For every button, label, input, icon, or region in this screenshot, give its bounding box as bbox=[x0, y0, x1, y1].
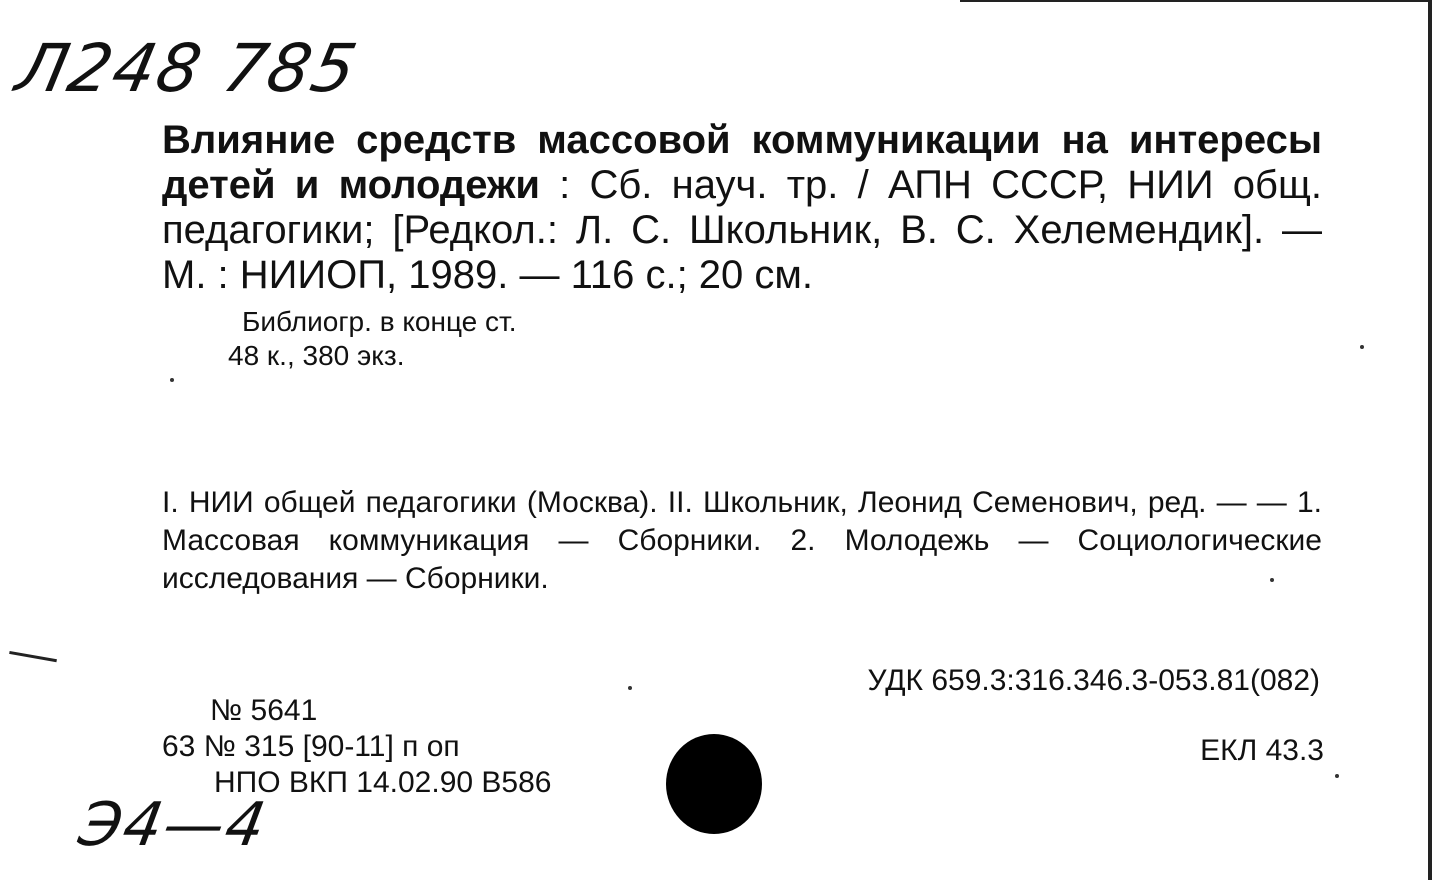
handwritten-call-number: Л248 785 bbox=[9, 30, 365, 107]
speck bbox=[1270, 578, 1274, 582]
handwritten-shelf-mark: Э4—4 bbox=[73, 790, 273, 860]
ekl-code: ЕКЛ 43.3 bbox=[1200, 734, 1324, 767]
print-code: 63 № 315 [90-11] п оп bbox=[162, 730, 460, 763]
bibliography-note: Библиогр. в конце ст. bbox=[242, 306, 517, 337]
card-edge-top bbox=[960, 0, 1432, 2]
punch-hole bbox=[666, 734, 762, 834]
speck bbox=[1360, 345, 1364, 349]
publisher-code: НПО ВКП 14.02.90 В586 bbox=[214, 766, 552, 799]
speck bbox=[170, 378, 174, 382]
speck bbox=[1335, 774, 1339, 778]
subject-headings: I. НИИ общей педагогики (Москва). II. Школьник, Леонид Семенович, ред. — — 1. Массовая коммуникация — Сборники. 2. Молодежь — Социологические исследования — Сборники. bbox=[162, 486, 1322, 595]
copies-note: 48 к., 380 экз. bbox=[228, 340, 405, 371]
card-edge-right bbox=[1428, 0, 1432, 880]
title-rest: : Сб. науч. тр. / АПН СССР, НИИ общ. педагогики; [Редкол.: Л. С. Школьник, В. С. Хелемендик]. — М. : НИИОП, 1989. — 116 с.; 20 см. bbox=[162, 163, 1322, 297]
card-number: № 5641 bbox=[210, 694, 318, 727]
title-bold: Влияние средств массовой коммуникации на интересы детей и молодежи bbox=[162, 118, 1322, 207]
udk-code: УДК 659.3:316.346.3-053.81(082) bbox=[867, 664, 1320, 697]
pen-mark bbox=[7, 651, 57, 674]
speck bbox=[628, 686, 632, 690]
bibliographic-description bbox=[162, 118, 1322, 298]
